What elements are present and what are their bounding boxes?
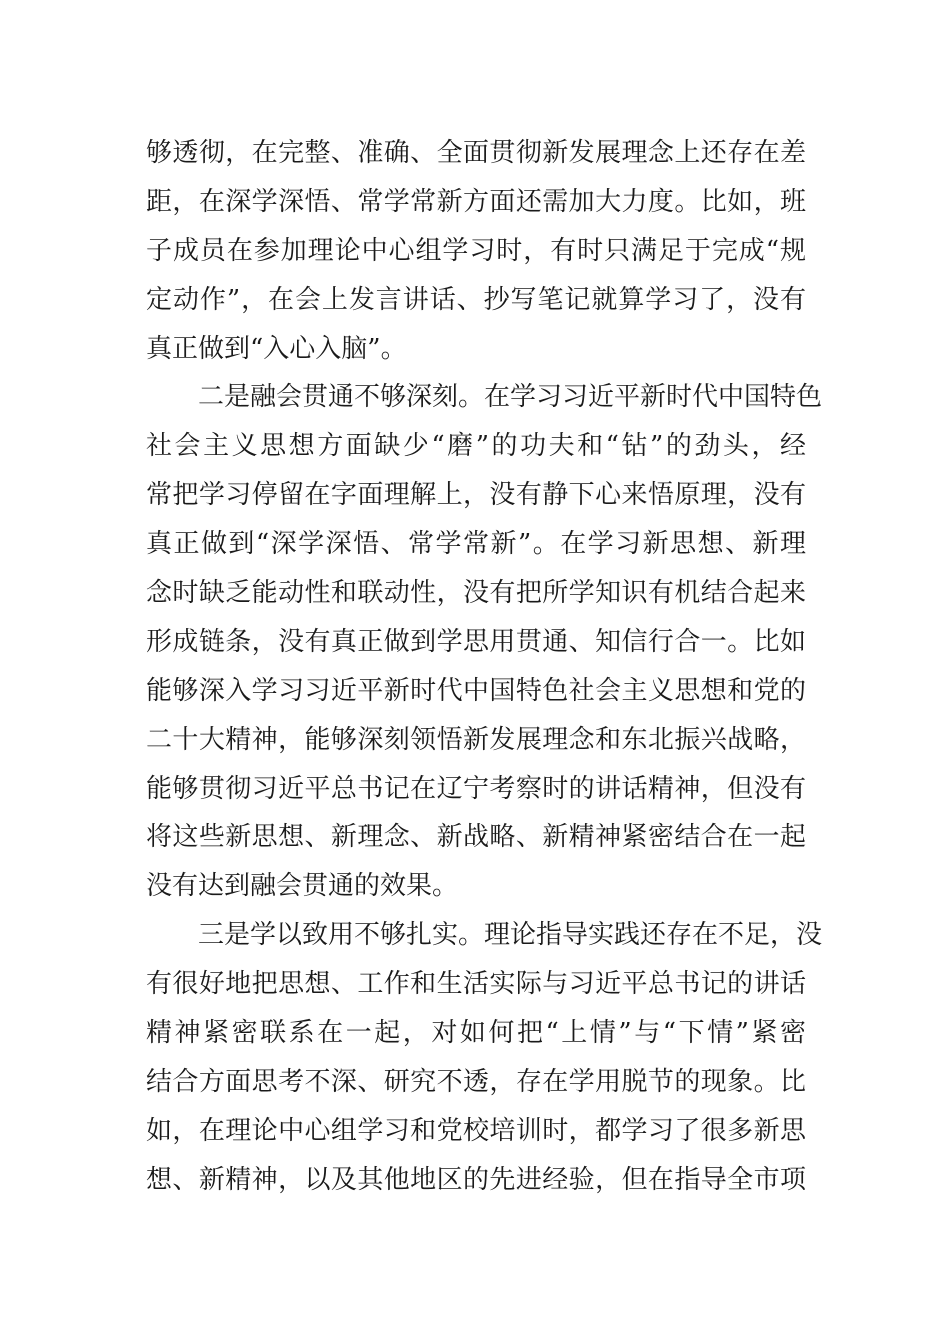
text-line: 社会主义思想方面缺少“磨”的功夫和“钻”的劲头，经 (146, 431, 806, 461)
text-line: 真正做到“入心入脑”。 (146, 334, 407, 364)
text-line: 结合方面思考不深、研究不透，存在学用脱节的现象。比 (146, 1067, 806, 1097)
text-line: 距，在深学深悟、常学常新方面还需加大力度。比如，班 (146, 187, 806, 217)
text-line: 念时缺乏能动性和联动性，没有把所学知识有机结合起来 (146, 578, 806, 608)
text-line: 真正做到“深学深悟、常学常新”。在学习新思想、新理 (146, 529, 806, 559)
text-line: 三是学以致用不够扎实。理论指导实践还存在不足，没 (146, 920, 823, 950)
text-line: 有很好地把思想、工作和生活实际与习近平总书记的讲话 (146, 969, 806, 999)
text-line: 常把学习停留在字面理解上，没有静下心来悟原理，没有 (146, 480, 806, 510)
text-line: 将这些新思想、新理念、新战略、新精神紧密结合在一起 (146, 822, 806, 852)
text-line: 够透彻，在完整、准确、全面贯彻新发展理念上还存在差 (146, 138, 806, 168)
text-line: 能够贯彻习近平总书记在辽宁考察时的讲话精神，但没有 (146, 774, 806, 804)
text-line: 二十大精神，能够深刻领悟新发展理念和东北振兴战略， (146, 725, 806, 755)
text-line: 精神紧密联系在一起，对如何把“上情”与“下情”紧密 (146, 1018, 806, 1048)
text-line: 如，在理论中心组学习和党校培训时，都学习了很多新思 (146, 1116, 806, 1146)
text-line: 子成员在参加理论中心组学习时，有时只满足于完成“规 (146, 236, 806, 266)
text-line: 能够深入学习习近平新时代中国特色社会主义思想和党的 (146, 676, 806, 706)
text-line: 二是融会贯通不够深刻。在学习习近平新时代中国特色 (146, 382, 823, 412)
text-line: 没有达到融会贯通的效果。 (146, 871, 459, 901)
text-line: 形成链条，没有真正做到学思用贯通、知信行合一。比如 (146, 627, 806, 657)
text-line: 定动作”，在会上发言讲话、抄写笔记就算学习了，没有 (146, 285, 806, 315)
text-line: 想、新精神，以及其他地区的先进经验，但在指导全市项 (146, 1165, 806, 1195)
